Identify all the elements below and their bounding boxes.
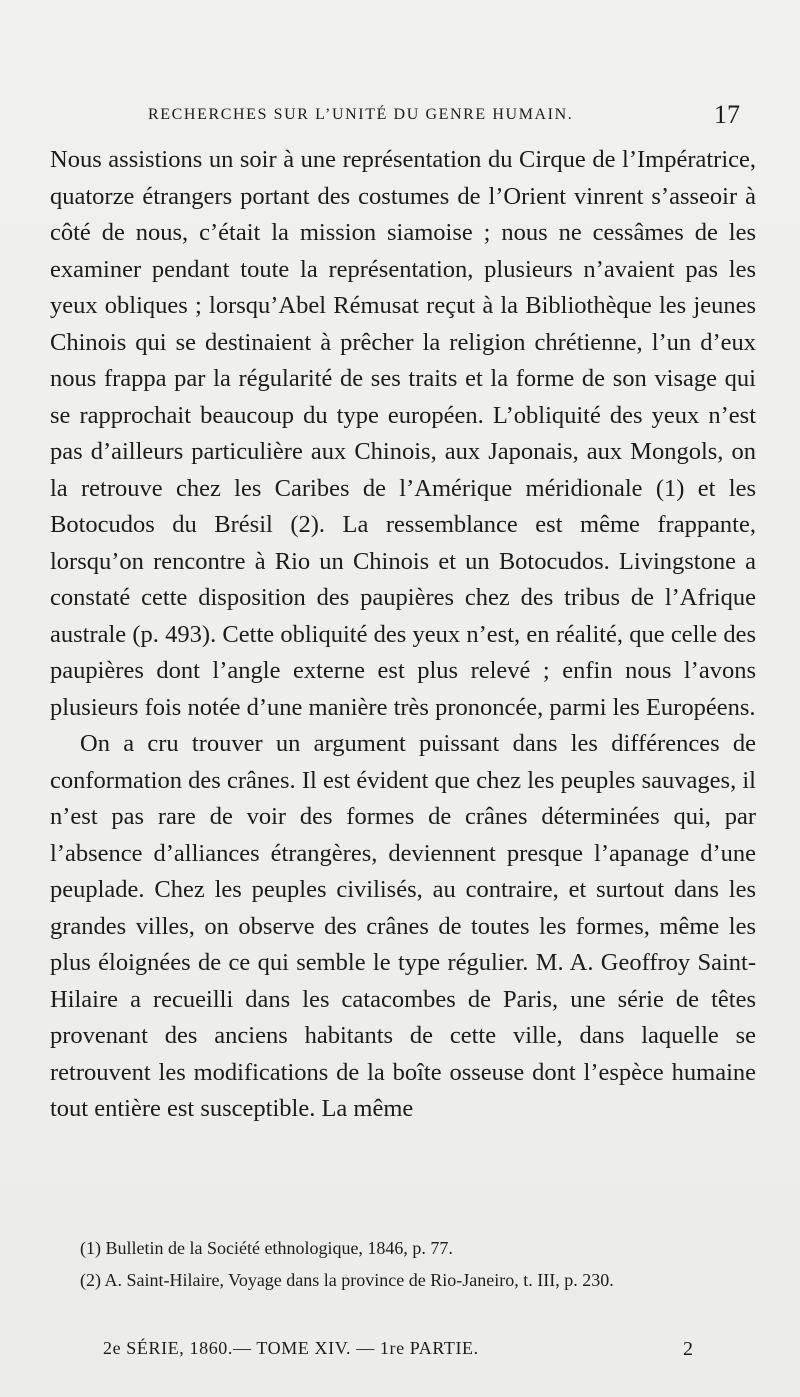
running-title: RECHERCHES SUR L’UNITÉ DU GENRE HUMAIN. xyxy=(148,106,574,123)
paragraph: Nous assistions un soir à une représentation du Cirque de l’Impératrice, quatorze étrangers portant des costumes de l’Orient vinrent s’asseoir à côté de nous, c’était la mission siamoise ; nous ne cessâmes de les examiner pendant toute la représentation, plusieurs n’avaient pas les yeux obliques ; lorsqu’Abel Rémusat reçut à la Bibliothèque les jeunes Chinois qui se destinaient à prêcher la religion chrétienne, l’un d’eux nous frappa par la régularité de ses traits et la forme de son visage qui se rapprochait beaucoup du type européen. L’obliquité des yeux n’est pas d’ailleurs particulière aux Chinois, aux Japonais, aux Mongols, on la retrouve chez les Caribes de l’Amérique méridionale (1) et les Botocudos du Brésil (2). La ressemblance est même frappante, lorsqu’on rencontre à Rio un Chinois et un Botocudos. Livingstone a constaté cette disposition des paupières chez des tribus de l’Afrique australe (p. 493). Cette obliquité des yeux n’est, en réalité, que celle des paupières dont l’angle externe est plus relevé ; enfin nous l’avons plusieurs fois notée d’une manière très prononcée, parmi les Européens. xyxy=(50,146,756,721)
page-number: 17 xyxy=(714,100,740,129)
signature-line: 2e SÉRIE, 1860.— TOME XIV. — 1re PARTIE. xyxy=(103,1338,479,1358)
page-header xyxy=(148,100,740,130)
footnotes xyxy=(50,1236,756,1292)
paragraph: On a cru trouver un argument puissant dans les différences de conformation des crânes. Il est évident que chez les peuples sauvages, il n’est pas rare de voir des formes de crânes déterminées qui, par l’absence d’alliances étrangères, deviennent presque l’apanage d’une peuplade. Chez les peuples civilisés, au contraire, et surtout dans les grandes villes, on observe des crânes de toutes les formes, même les plus éloignées de ce qui semble le type régulier. M. A. Geoffroy Saint-Hilaire a recueilli dans les catacombes de Paris, une série de têtes provenant des anciens habitants de cette ville, dans laquelle se retrouvent les modifications de la boîte osseuse dont l’espèce humaine tout entière est susceptible. La même xyxy=(50,730,756,1122)
page-footer xyxy=(103,1338,693,1368)
signature-mark: 2 xyxy=(683,1338,693,1360)
main-text xyxy=(50,142,756,1128)
footnote: (2) A. Saint-Hilaire, Voyage dans la province de Rio-Janeiro, t. III, p. 230. xyxy=(80,1270,614,1290)
footnote: (1) Bulletin de la Société ethnologique, 1846, p. 77. xyxy=(80,1238,453,1258)
